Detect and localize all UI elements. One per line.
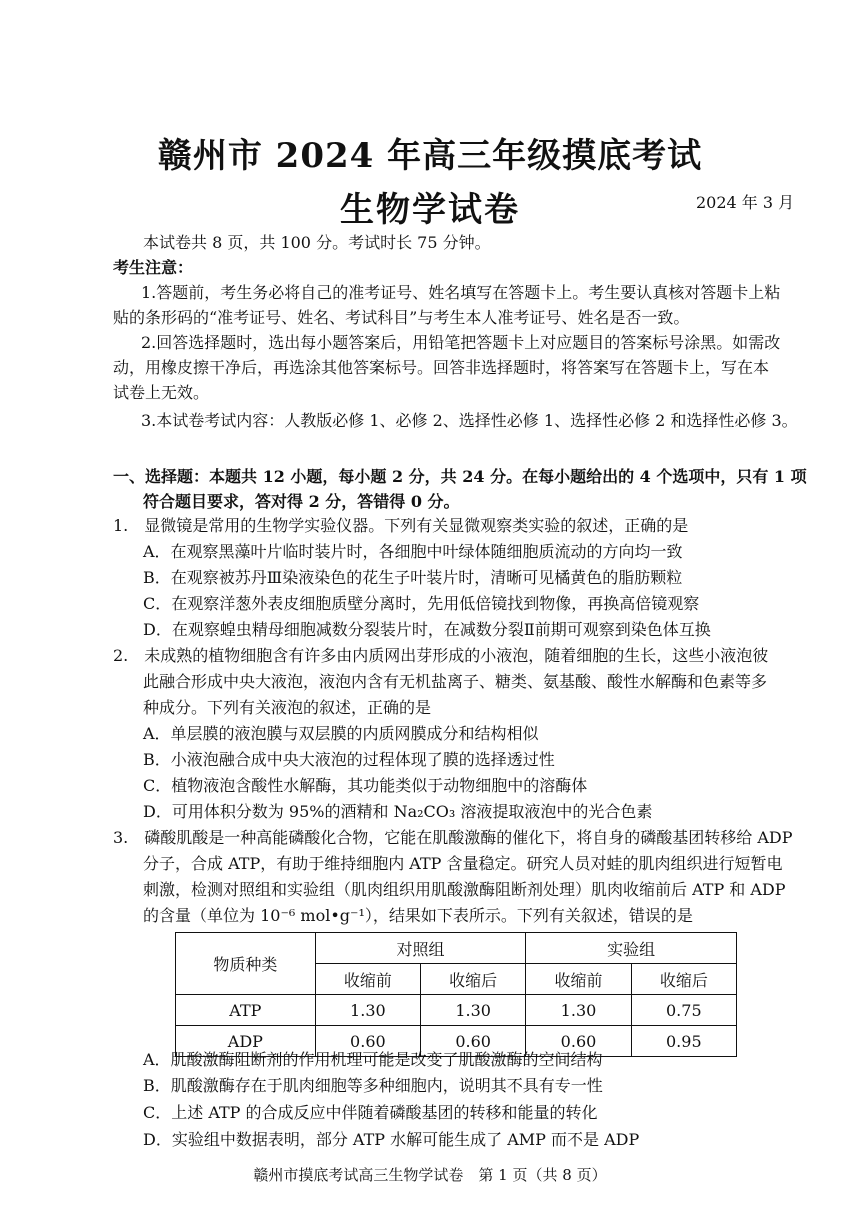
question-3-stem-cont: 的含量（单位为 10⁻⁶ mol•g⁻¹），结果如下表所示。下列有关叙述，错误的是 <box>143 906 693 925</box>
question-3-option-a: A．肌酸激酶阻断剂的作用机理可能是改变了肌酸激酶的空间结构 <box>143 1050 603 1069</box>
section-heading-cont: 符合题目要求，答对得 2 分，答错得 0 分。 <box>143 492 460 511</box>
exam-title: 赣州市 2024 年高三年级摸底考试 <box>157 136 703 176</box>
question-1-stem: 1. 显微镜是常用的生物学实验仪器。下列有关显微观察类实验的叙述，正确的是 <box>113 516 689 535</box>
notice-line: 3.本试卷考试内容：人教版必修 1、必修 2、选择性必修 1、选择性必修 2 和选择性必修 3。 <box>141 411 798 430</box>
table-cell: 1.30 <box>526 995 631 1026</box>
table-cell: 1.30 <box>315 995 420 1026</box>
question-1-option-d: D．在观察蝗虫精母细胞减数分裂装片时，在减数分裂Ⅱ前期可观察到染色体互换 <box>143 620 711 639</box>
question-3-stem-cont: 刺激，检测对照组和实验组（肌肉组织用肌酸激酶阻断剂处理）肌肉收缩前后 ATP 和 ADP <box>143 880 786 899</box>
question-1-option-b: B．在观察被苏丹Ⅲ染液染色的花生子叶装片时，清晰可见橘黄色的脂肪颗粒 <box>143 568 683 587</box>
question-2-option-b: B．小液泡融合成中央大液泡的过程体现了膜的选择透过性 <box>143 750 555 769</box>
exam-date: 2024 年 3 月 <box>696 193 795 212</box>
table-cell: 1.30 <box>421 995 526 1026</box>
atp-adp-table <box>175 932 737 1057</box>
question-1-option-c: C．在观察洋葱外表皮细胞质壁分离时，先用低倍镜找到物像，再换高倍镜观察 <box>143 594 700 613</box>
question-3-option-d: D．实验组中数据表明，部分 ATP 水解可能生成了 AMP 而不是 ADP <box>143 1130 640 1149</box>
table-cell: 0.60 <box>315 1026 420 1057</box>
notice-line: 1.答题前，考生务必将自己的准考证号、姓名填写在答题卡上。考生要认真核对答题卡上粘 <box>141 283 781 302</box>
table-row-label: ATP <box>176 995 316 1026</box>
question-3-option-c: C．上述 ATP 的合成反应中伴随着磷酸基团的转移和能量的转化 <box>143 1103 598 1122</box>
table-group-control: 对照组 <box>315 933 526 964</box>
table-cell: 0.95 <box>631 1026 736 1057</box>
table-subheader: 收缩前 <box>315 964 420 995</box>
section-heading: 一、选择题：本题共 12 小题，每小题 2 分，共 24 分。在每小题给出的 4 个选项中，只有 1 项 <box>113 467 807 486</box>
table-cell: 0.75 <box>631 995 736 1026</box>
table-group-experiment: 实验组 <box>526 933 737 964</box>
table-subheader: 收缩后 <box>421 964 526 995</box>
question-3-stem: 3. 磷酸肌酸是一种高能磷酸化合物，它能在肌酸激酶的催化下，将自身的磷酸基团转移给 ADP <box>113 828 793 847</box>
question-3-stem-cont: 分子，合成 ATP，有助于维持细胞内 ATP 含量稳定。研究人员对蛙的肌肉组织进行短暂电 <box>143 854 783 873</box>
table-row <box>176 995 737 1026</box>
notice-heading: 考生注意： <box>113 258 194 277</box>
question-2-stem-cont: 种成分。下列有关液泡的叙述，正确的是 <box>143 698 432 717</box>
table-corner-header: 物质种类 <box>176 933 316 995</box>
question-2-option-d: D．可用体积分数为 95%的酒精和 Na₂CO₃ 溶液提取液泡中的光合色素 <box>143 802 653 821</box>
table-row-label: ADP <box>176 1026 316 1057</box>
notice-line: 动，用橡皮擦干净后，再选涂其他答案标号。回答非选择题时，将答案写在答题卡上，写在本 <box>113 358 770 377</box>
exam-subject-title: 生物学试卷 <box>340 190 520 230</box>
page-footer: 赣州市摸底考试高三生物学试卷 第 1 页（共 8 页） <box>253 1166 607 1184</box>
exam-intro: 本试卷共 8 页，共 100 分。考试时长 75 分钟。 <box>143 233 491 252</box>
table-subheader: 收缩前 <box>526 964 631 995</box>
question-2-option-c: C．植物液泡含酸性水解酶，其功能类似于动物细胞中的溶酶体 <box>143 776 588 795</box>
question-2-option-a: A．单层膜的液泡膜与双层膜的内质网膜成分和结构相似 <box>143 724 539 743</box>
notice-line: 试卷上无效。 <box>113 383 210 402</box>
question-1-option-a: A．在观察黑藻叶片临时装片时，各细胞中叶绿体随细胞质流动的方向均一致 <box>143 542 683 561</box>
notice-line: 2.回答选择题时，选出每小题答案后，用铅笔把答题卡上对应题目的答案标号涂黑。如需改 <box>141 333 781 352</box>
table-cell: 0.60 <box>526 1026 631 1057</box>
notice-line: 贴的条形码的“准考证号、姓名、考试科目”与考生本人准考证号、姓名是否一致。 <box>113 308 690 327</box>
table-subheader: 收缩后 <box>631 964 736 995</box>
table-cell: 0.60 <box>421 1026 526 1057</box>
question-2-stem: 2. 未成熟的植物细胞含有许多由内质网出芽形成的小液泡，随着细胞的生长，这些小液泡彼 <box>113 646 769 665</box>
question-2-stem-cont: 此融合形成中央大液泡，液泡内含有无机盐离子、糖类、氨基酸、酸性水解酶和色素等多 <box>143 672 768 691</box>
question-3-option-b: B．肌酸激酶存在于肌肉细胞等多种细胞内，说明其不具有专一性 <box>143 1076 603 1095</box>
